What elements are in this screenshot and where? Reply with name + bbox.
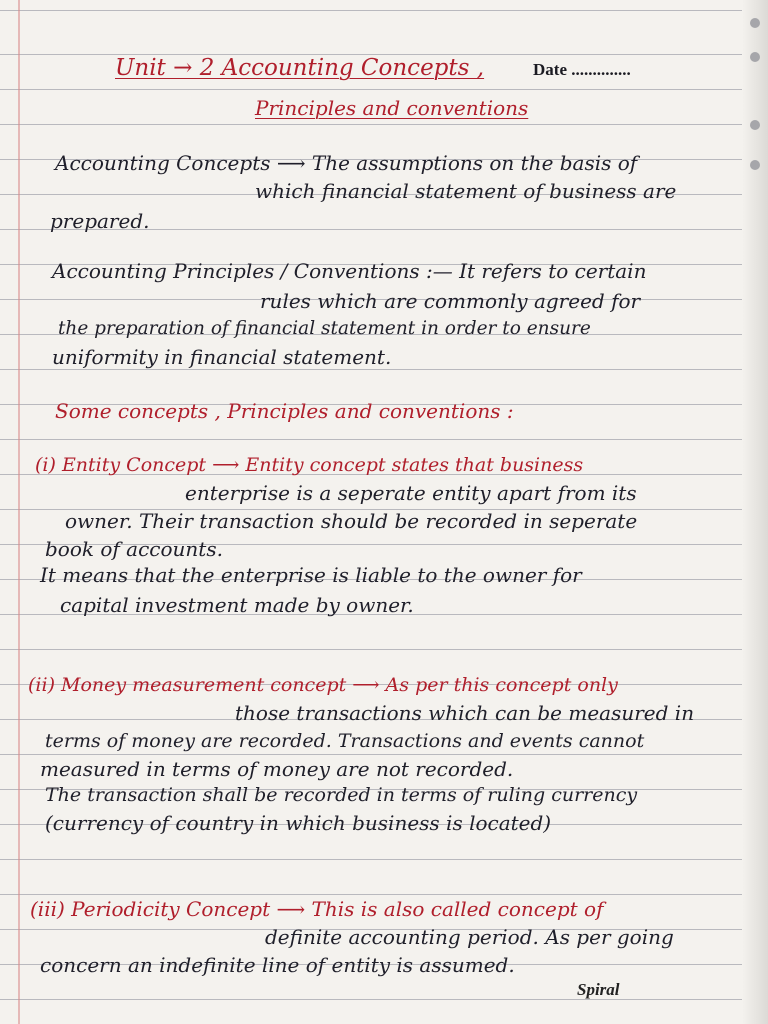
date-label: Date .............. bbox=[533, 60, 631, 79]
handwritten-line: (iii) Periodicity Concept ⟶ This is also called concept of bbox=[30, 897, 604, 921]
page-edge bbox=[742, 0, 768, 1024]
handwritten-line: terms of money are recorded. Transactions and events cannot bbox=[45, 730, 645, 752]
section-heading: Some concepts , Principles and conventions : bbox=[55, 399, 514, 423]
page-title: Unit → 2 Accounting Concepts , bbox=[115, 55, 485, 81]
handwritten-line: which financial statement of business are bbox=[255, 179, 677, 203]
handwritten-line: owner. Their transaction should be recorded in seperate bbox=[65, 509, 638, 533]
binding-hole bbox=[750, 18, 760, 28]
handwritten-line: The transaction shall be recorded in terms of ruling currency bbox=[45, 784, 638, 806]
binding-hole bbox=[750, 160, 760, 170]
binding-hole bbox=[750, 52, 760, 62]
handwritten-line: definite accounting period. As per going bbox=[265, 925, 674, 949]
handwritten-line: capital investment made by owner. bbox=[60, 593, 414, 617]
handwritten-line: It means that the enterprise is liable to the owner for bbox=[40, 563, 582, 587]
handwritten-line: (i) Entity Concept ⟶ Entity concept states that business bbox=[35, 454, 584, 476]
handwritten-line: Accounting Principles / Conventions :— It refers to certain bbox=[52, 259, 647, 283]
handwritten-line: prepared. bbox=[50, 209, 150, 233]
handwritten-line: rules which are commonly agreed for bbox=[260, 289, 641, 313]
handwritten-line: those transactions which can be measured in bbox=[235, 701, 695, 725]
handwritten-line: enterprise is a seperate entity apart from its bbox=[185, 481, 637, 505]
handwritten-line: concern an indefinite line of entity is assumed. bbox=[40, 953, 515, 977]
margin-line bbox=[18, 0, 20, 1024]
page-subtitle: Principles and conventions bbox=[255, 96, 529, 120]
binding-hole bbox=[750, 120, 760, 130]
handwritten-line: (currency of country in which business is located) bbox=[45, 811, 552, 835]
notebook-brand: Spiral bbox=[577, 980, 620, 999]
handwritten-line: the preparation of financial statement in order to ensure bbox=[58, 318, 591, 339]
handwritten-line: measured in terms of money are not recorded. bbox=[40, 757, 514, 781]
handwritten-line: uniformity in financial statement. bbox=[52, 345, 392, 369]
handwritten-line: (ii) Money measurement concept ⟶ As per this concept only bbox=[28, 674, 618, 696]
handwritten-line: book of accounts. bbox=[45, 537, 223, 561]
handwritten-line: Accounting Concepts ⟶ The assumptions on the basis of bbox=[55, 151, 638, 175]
